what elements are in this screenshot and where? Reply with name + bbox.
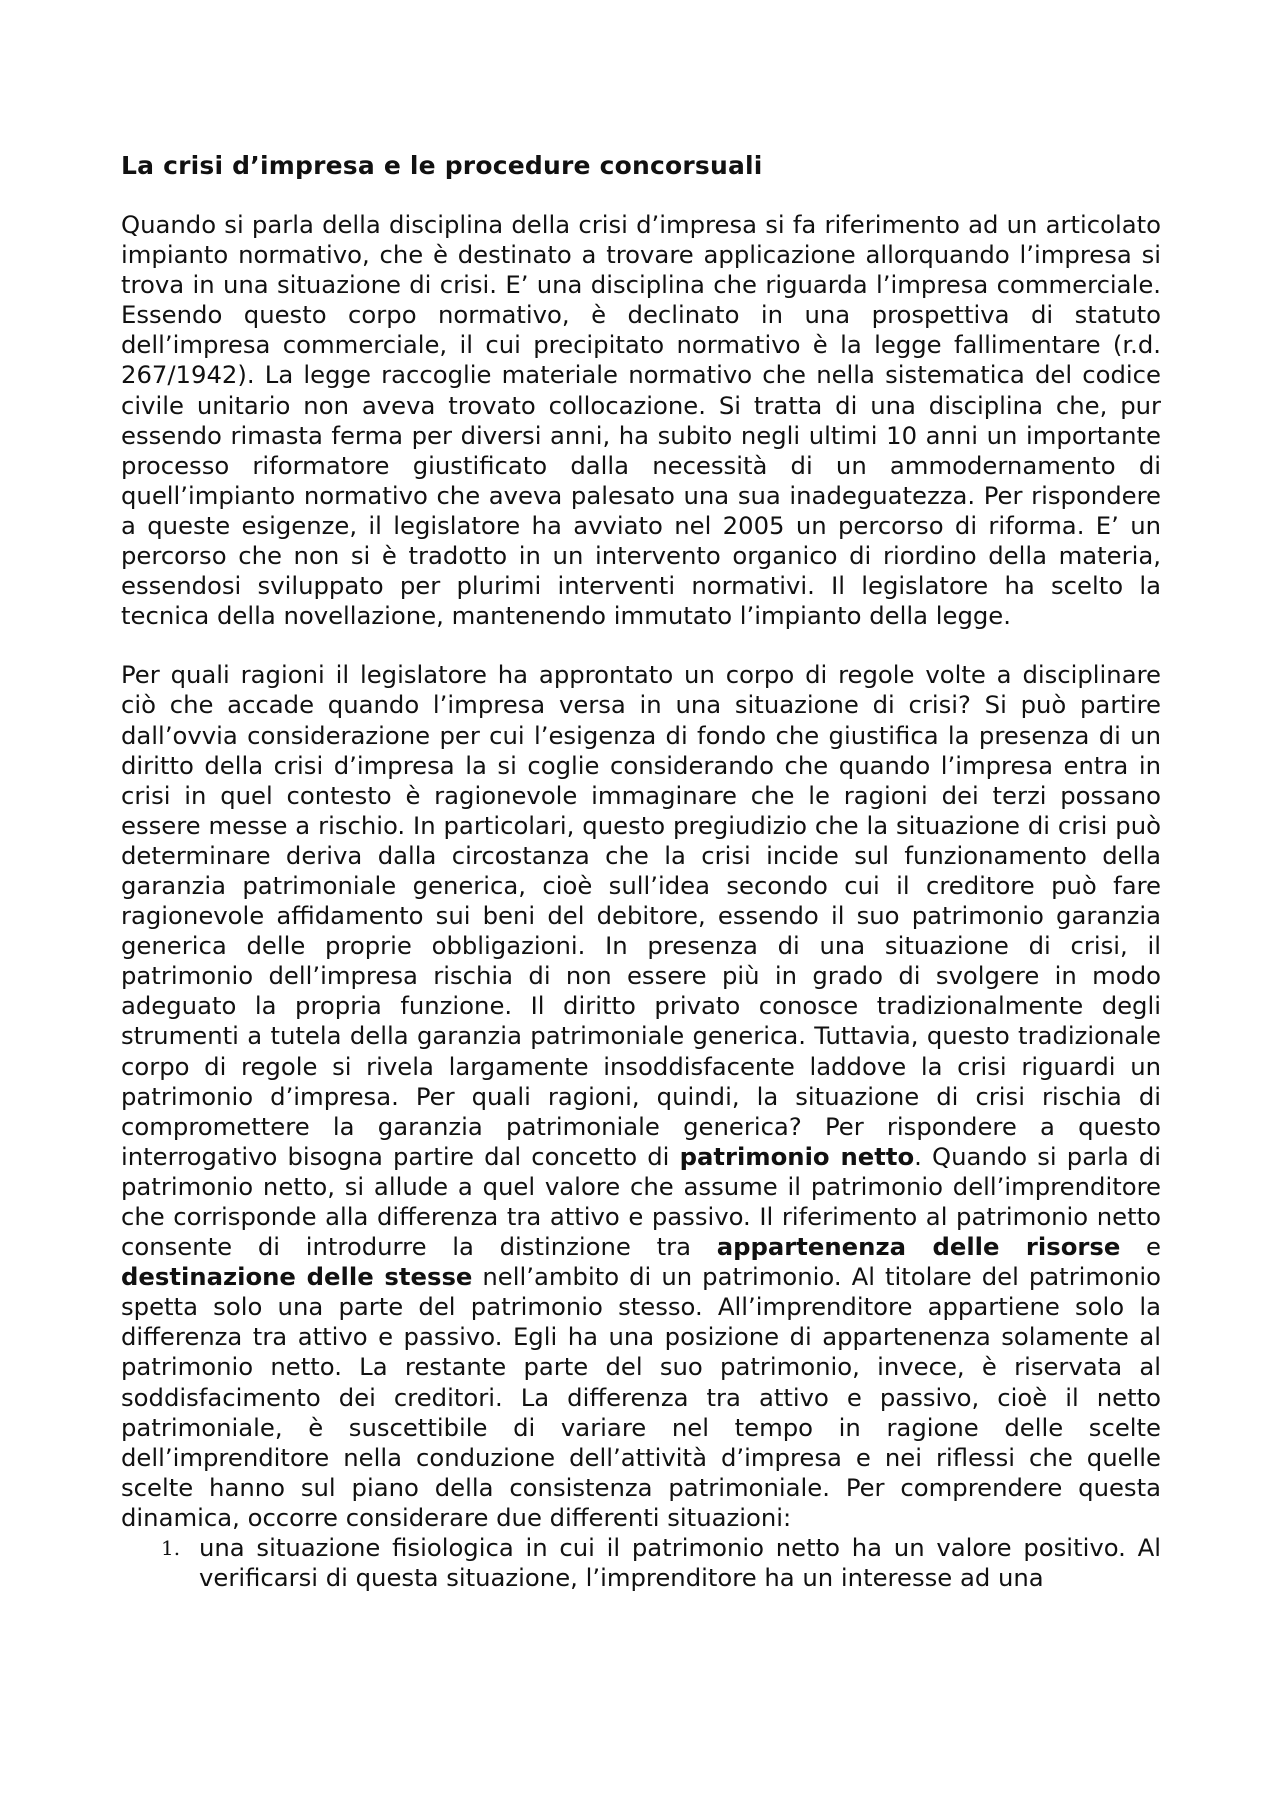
bold-term-patrimonio-netto: patrimonio netto	[679, 1141, 915, 1171]
list-item-text: una situazione fisiologica in cui il patrimonio netto ha un valore positivo. Al verificarsi di questa situazione, l’imprenditore ha un interesse ad una	[199, 1533, 1161, 1593]
document-title: La crisi d’impresa e le procedure concorsuali	[121, 151, 763, 180]
bold-term-destinazione: destinazione delle stesse	[121, 1262, 473, 1292]
document-body	[121, 210, 1161, 1593]
paragraph-2	[121, 660, 1161, 1533]
paragraph-2-text-4: nell’ambito di un patrimonio. Al titolare del patrimonio spetta solo una parte del patrimonio stesso. All’imprenditore appartiene solo la differenza tra attivo e passivo. Egli ha una posizione di appartenenza solamente al patrimonio netto. La restante parte del suo patrimonio, invece, è riservata al soddisfacimento dei creditori. La differenza tra attivo e passivo, cioè il netto patrimoniale, è suscettibile di variare nel tempo in ragione delle scelte dell’imprenditore nella conduzione dell’attività d’impresa e nei riflessi che quelle scelte hanno sul piano della consistenza patrimoniale. Per comprendere questa dinamica, occorre considerare due differenti situazioni:	[121, 1262, 1161, 1532]
numbered-list	[121, 1533, 1161, 1593]
list-item-number: 1.	[161, 1536, 181, 1561]
bold-term-appartenenza: appartenenza delle risorse	[716, 1232, 1121, 1262]
paragraph-2-text-2: . Quando si parla di patrimonio netto, si allude a quel valore che assume il patrimonio dell’imprenditore che corrisponde alla differenza tra attivo e passivo. Il riferimento al patrimonio netto consente di introdurre la distinzione tra	[121, 1141, 1162, 1262]
paragraph-1: Quando si parla della disciplina della crisi d’impresa si fa riferimento ad un articolato impianto normativo, che è destinato a trovare applicazione allorquando l’impresa si trova in una situazione di crisi. E’ una disciplina che riguarda l’impresa commerciale. Essendo questo corpo normativo, è declinato in una prospettiva di statuto dell’impresa commerciale, il cui precipitato normativo è la legge fallimentare (r.d. 267/1942). La legge raccoglie materiale normativo che nella sistematica del codice civile unitario non aveva trovato collocazione. Si tratta di una disciplina che, pur essendo rimasta ferma per diversi anni, ha subito negli ultimi 10 anni un importante processo riformatore giustificato dalla necessità di un ammodernamento di quell’impianto normativo che aveva palesato una sua inadeguatezza. Per rispondere a queste esigenze, il legislatore ha avviato nel 2005 un percorso di riforma. E’ un percorso che non si è tradotto in un intervento organico di riordino della materia, essendosi sviluppato per plurimi interventi normativi. Il legislatore ha scelto la tecnica della novellazione, mantenendo immutato l’impianto della legge.	[121, 210, 1161, 631]
list-item	[121, 1533, 1161, 1593]
paragraph-2-text-1: Per quali ragioni il legislatore ha approntato un corpo di regole volte a disciplinare ciò che accade quando l’impresa versa in una situazione di crisi? Si può partire dall’ovvia considerazione per cui l’esigenza di fondo che giustifica la presenza di un diritto della crisi d’impresa la si coglie considerando che quando l’impresa entra in crisi in quel contesto è ragionevole immaginare che le ragioni dei terzi possano essere messe a rischio. In particolari, questo pregiudizio che la situazione di crisi può determinare deriva dalla circostanza che la crisi incide sul funzionamento della garanzia patrimoniale generica, cioè sull’idea secondo cui il creditore può fare ragionevole affidamento sui beni del debitore, essendo il suo patrimonio garanzia generica delle proprie obbligazioni. In presenza di una situazione di crisi, il patrimonio dell’impresa rischia di non essere più in grado di svolgere in modo adeguato la propria funzione. Il diritto privato conosce tradizionalmente degli strumenti a tutela della garanzia patrimoniale generica. Tuttavia, questo tradizionale corpo di regole si rivela largamente insoddisfacente laddove la crisi riguardi un patrimonio d’impresa. Per quali ragioni, quindi, la situazione di crisi rischia di compromettere la garanzia patrimoniale generica? Per rispondere a questo interrogativo bisogna partire dal concetto di	[121, 660, 1161, 1171]
paragraph-2-text-3: e	[1120, 1232, 1162, 1262]
